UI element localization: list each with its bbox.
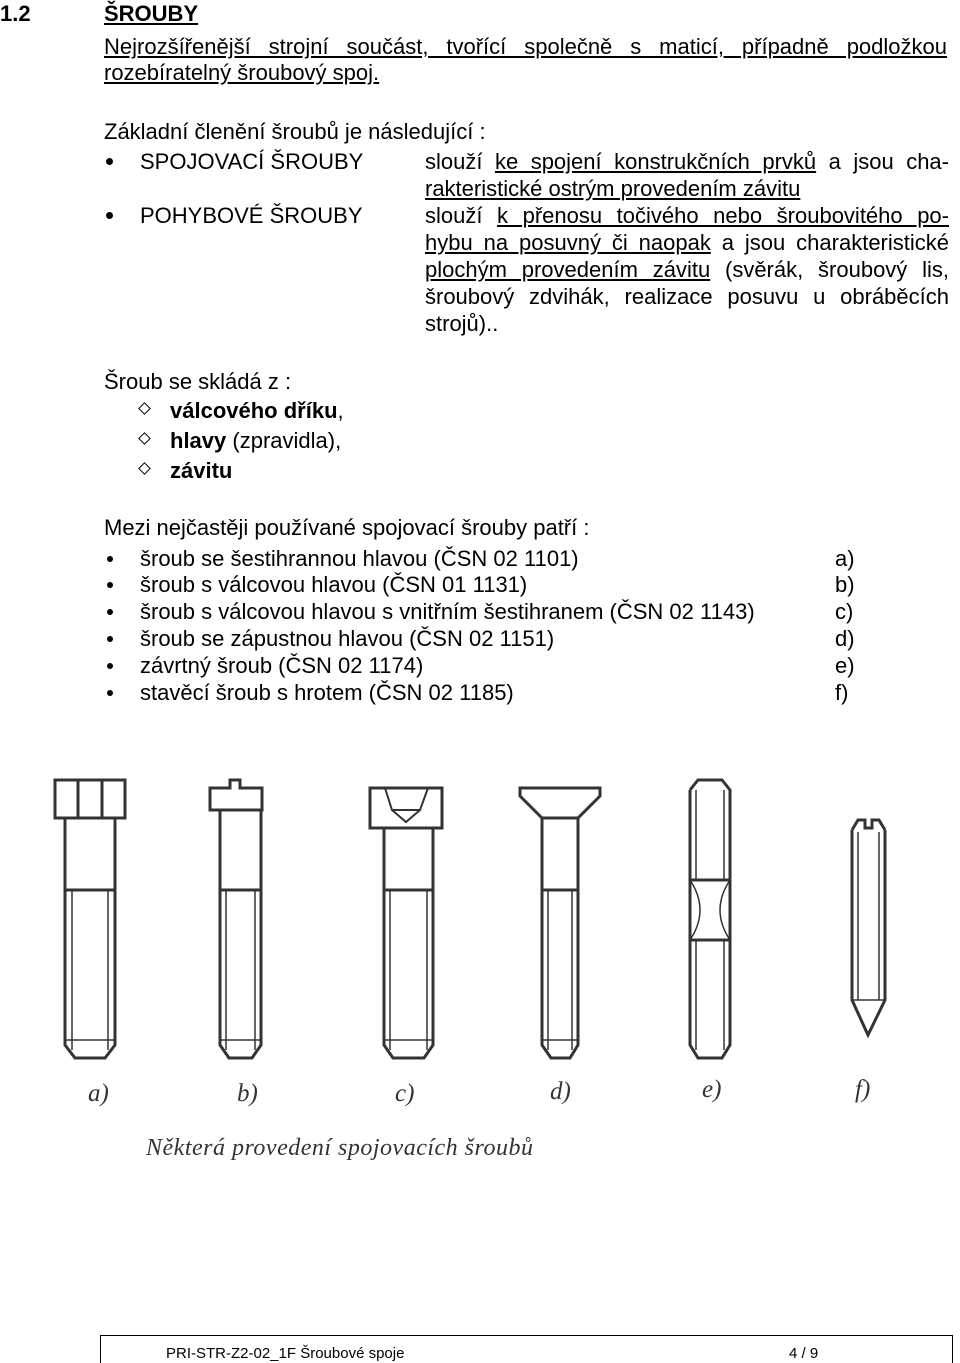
figure-label-a: a)	[88, 1080, 109, 1107]
term-spojovaci: SPOJOVACÍ ŠROUBY	[140, 149, 364, 174]
bolt-ref-e: e)	[835, 653, 855, 678]
bullet	[107, 582, 113, 588]
bolts-figure	[0, 760, 960, 1120]
bullet	[107, 556, 113, 562]
desc-spojovaci-line-1: slouží ke spojení konstrukčních prvků a jsou cha-	[425, 149, 949, 174]
footer-page: 4 / 9	[789, 1345, 819, 1362]
footer-separator-left	[100, 1335, 101, 1363]
figure-label-e: e)	[702, 1076, 722, 1103]
bolt-ref-d: d)	[835, 626, 855, 651]
intro-line-2: rozebíratelný šroubový spoj.	[104, 60, 380, 85]
term-pohybove: POHYBOVÉ ŠROUBY	[140, 203, 363, 228]
figure-label-c: c)	[395, 1080, 415, 1107]
bolt-item-d: šroub se zápustnou hlavou (ČSN 02 1151)	[140, 626, 555, 651]
classification-heading: Základní členění šroubů je následující :	[104, 119, 486, 144]
desc-pohybove-line-4: šroubový zdvihák, realizace posuvu u obráběcích	[425, 284, 949, 309]
part-item: závitu	[170, 458, 233, 483]
bolt-item-e: závrtný šroub (ČSN 02 1174)	[140, 653, 424, 678]
bullet	[107, 636, 113, 642]
diamond-bullet	[138, 432, 151, 445]
bolt-b-drawing	[210, 780, 262, 1058]
figure-label-b: b)	[237, 1080, 258, 1107]
desc-pohybove-line-2: hybu na posuvný či naopak a jsou charakteristické	[425, 230, 950, 255]
bolt-e-drawing	[690, 780, 730, 1058]
intro-line-1: Nejrozšířenější strojní součást, tvořící společně s maticí, případně podložkou	[104, 34, 947, 59]
figure-caption: Některá provedení spojovacích šroubů	[146, 1135, 534, 1161]
bullet	[107, 609, 113, 615]
bolt-c-drawing	[370, 788, 442, 1058]
bolt-ref-f: f)	[835, 680, 849, 705]
part-item: hlavy (zpravidla),	[170, 428, 342, 453]
bolt-d-drawing	[520, 788, 600, 1058]
footer-doc: PRI-STR-Z2-02_1F Šroubové spoje	[166, 1345, 405, 1362]
section-number: 1.2	[0, 1, 31, 26]
figure-label-d: d)	[550, 1078, 571, 1105]
bolt-ref-a: a)	[835, 546, 855, 571]
diamond-bullet	[138, 402, 151, 415]
bolt-ref-c: c)	[835, 599, 854, 624]
bolt-f-drawing	[852, 820, 885, 1035]
part-item: válcového dříku,	[170, 398, 344, 423]
bolt-item-f: stavěcí šroub s hrotem (ČSN 02 1185)	[140, 680, 514, 705]
bolt-a-drawing	[55, 780, 125, 1058]
bolt-ref-b: b)	[835, 572, 855, 597]
bullet	[107, 690, 113, 696]
bolt-item-b: šroub s válcovou hlavou (ČSN 01 1131)	[140, 572, 528, 597]
bolt-item-a: šroub se šestihrannou hlavou (ČSN 02 1101)	[140, 546, 579, 571]
desc-pohybove-line-1: slouží k přenosu točivého nebo šroubovitého po-	[425, 203, 949, 228]
desc-spojovaci-line-2: rakteristické ostrým provedením závitu	[425, 176, 801, 201]
desc-pohybove-line-3: plochým provedením závitu (svěrák, šroubový lis,	[425, 257, 949, 282]
footer-separator-right	[952, 1335, 953, 1363]
bullet	[106, 212, 113, 219]
desc-pohybove-line-5: strojů)..	[425, 311, 499, 336]
footer-rule	[100, 1335, 952, 1336]
bolt-item-c: šroub s válcovou hlavou s vnitřním šestihranem (ČSN 02 1143)	[140, 599, 755, 624]
bolts-heading: Mezi nejčastěji používané spojovací šrouby patří :	[104, 515, 590, 540]
diamond-bullet	[138, 462, 151, 475]
bullet	[106, 158, 113, 165]
section-title: ŠROUBY	[104, 1, 199, 26]
bullet	[107, 663, 113, 669]
parts-heading: Šroub se skládá z :	[104, 369, 292, 394]
figure-label-f: f)	[855, 1076, 871, 1103]
